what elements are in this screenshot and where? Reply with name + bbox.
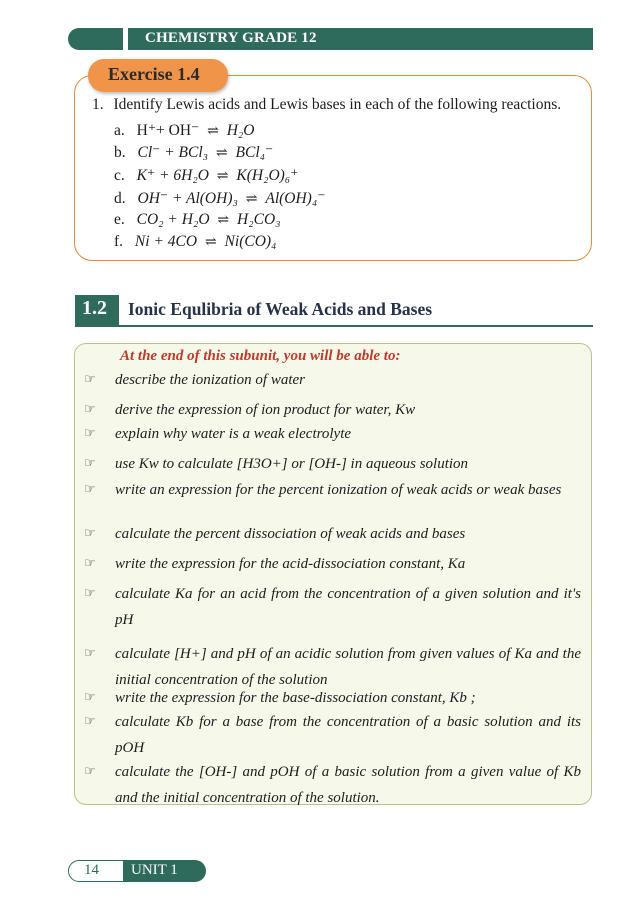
reaction-a xyxy=(114,121,254,140)
objectives-intro: At the end of this subunit, you will be able to: xyxy=(120,348,401,364)
section-number: 1.2 xyxy=(82,297,107,319)
pointing-hand-icon: ☞ xyxy=(84,646,96,661)
equilibrium-arrow-icon: ⇌ xyxy=(245,192,258,207)
equilibrium-arrow-icon: ⇌ xyxy=(204,235,217,250)
pointing-hand-icon: ☞ xyxy=(84,402,96,417)
pointing-hand-icon: ☞ xyxy=(84,586,96,601)
reaction-label: c. xyxy=(114,167,125,184)
reaction-b xyxy=(114,143,273,162)
section-title: Ionic Equlibria of Weak Acids and Bases xyxy=(128,299,433,319)
objective-item: calculate the [OH-] and pOH of a basic solution from a given value of Kb and the initial concentration of the solution. xyxy=(115,764,581,806)
reaction-label: e. xyxy=(114,211,125,228)
pointing-hand-icon: ☞ xyxy=(84,372,96,387)
equilibrium-arrow-icon: ⇌ xyxy=(207,124,219,139)
question-text: Identify Lewis acids and Lewis bases in each of the following reactions. xyxy=(113,96,562,113)
objective-item: write the expression for the base-dissociation constant, Kb ; xyxy=(115,690,476,706)
reaction-c xyxy=(114,166,298,185)
equilibrium-arrow-icon: ⇌ xyxy=(216,169,229,184)
reaction-f xyxy=(114,233,276,251)
objective-item: derive the expression of ion product for water, Kw xyxy=(115,402,416,418)
pointing-hand-icon: ☞ xyxy=(84,556,96,571)
reaction-lhs: Ni + 4CO xyxy=(134,233,198,250)
reaction-label: f. xyxy=(114,233,124,250)
pointing-hand-icon: ☞ xyxy=(84,690,96,705)
reaction-d xyxy=(114,189,325,208)
reaction-lhs: OH⁻ + Al(OH)₃ xyxy=(137,190,238,207)
equilibrium-arrow-icon: ⇌ xyxy=(217,213,230,228)
reaction-rhs: BCl₄⁻ xyxy=(235,144,274,161)
question-number: 1. xyxy=(92,96,104,113)
header-left-tab xyxy=(68,28,123,50)
objective-item: describe the ionization of water xyxy=(115,372,305,388)
equilibrium-arrow-icon: ⇌ xyxy=(215,146,228,161)
section-divider xyxy=(75,325,593,327)
book-title: CHEMISTRY GRADE 12 xyxy=(145,30,317,46)
pointing-hand-icon: ☞ xyxy=(84,714,96,729)
objective-item: write the expression for the acid-dissociation constant, Ka xyxy=(115,556,466,572)
reaction-lhs: CO₂ + H₂O xyxy=(136,211,210,228)
reaction-rhs: Al(OH)₄⁻ xyxy=(265,190,326,207)
reaction-rhs: K(H₂O)₆⁺ xyxy=(236,167,299,184)
reaction-e xyxy=(114,211,281,229)
reaction-lhs: H⁺+ OH⁻ xyxy=(136,122,200,139)
reaction-lhs: Cl⁻ + BCl₃ xyxy=(137,144,209,161)
pointing-hand-icon: ☞ xyxy=(84,764,96,779)
pointing-hand-icon: ☞ xyxy=(84,482,96,497)
objective-item: calculate the percent dissociation of weak acids and bases xyxy=(115,526,466,542)
reaction-label: a. xyxy=(114,122,125,139)
exercise-title: Exercise 1.4 xyxy=(108,64,200,84)
reaction-rhs: H₂O xyxy=(226,122,255,139)
pointing-hand-icon: ☞ xyxy=(84,456,96,471)
reaction-rhs: H₂CO₃ xyxy=(237,211,281,228)
page-number: 14 xyxy=(84,862,99,878)
reaction-lhs: K⁺ + 6H₂O xyxy=(136,167,209,184)
objective-item: write an expression for the percent ionization of weak acids or weak bases xyxy=(115,482,562,498)
reaction-label: d. xyxy=(114,190,126,207)
pointing-hand-icon: ☞ xyxy=(84,526,96,541)
exercise-question xyxy=(92,96,561,114)
reaction-rhs: Ni(CO)₄ xyxy=(224,233,277,250)
objective-item: use Kw to calculate [H3O+] or [OH-] in aqueous solution xyxy=(115,456,469,472)
objective-item: calculate [H+] and pH of an acidic solution from given values of Ka and the initial concentration of the solution xyxy=(115,646,581,688)
objective-item: explain why water is a weak electrolyte xyxy=(115,426,352,442)
pointing-hand-icon: ☞ xyxy=(84,426,96,441)
reaction-label: b. xyxy=(114,144,126,161)
objective-item: calculate Ka for an acid from the concentration of a given solution and it's pH xyxy=(115,586,581,628)
unit-label: UNIT 1 xyxy=(131,862,178,878)
objective-item: calculate Kb for a base from the concentration of a basic solution and its pOH xyxy=(115,714,581,756)
